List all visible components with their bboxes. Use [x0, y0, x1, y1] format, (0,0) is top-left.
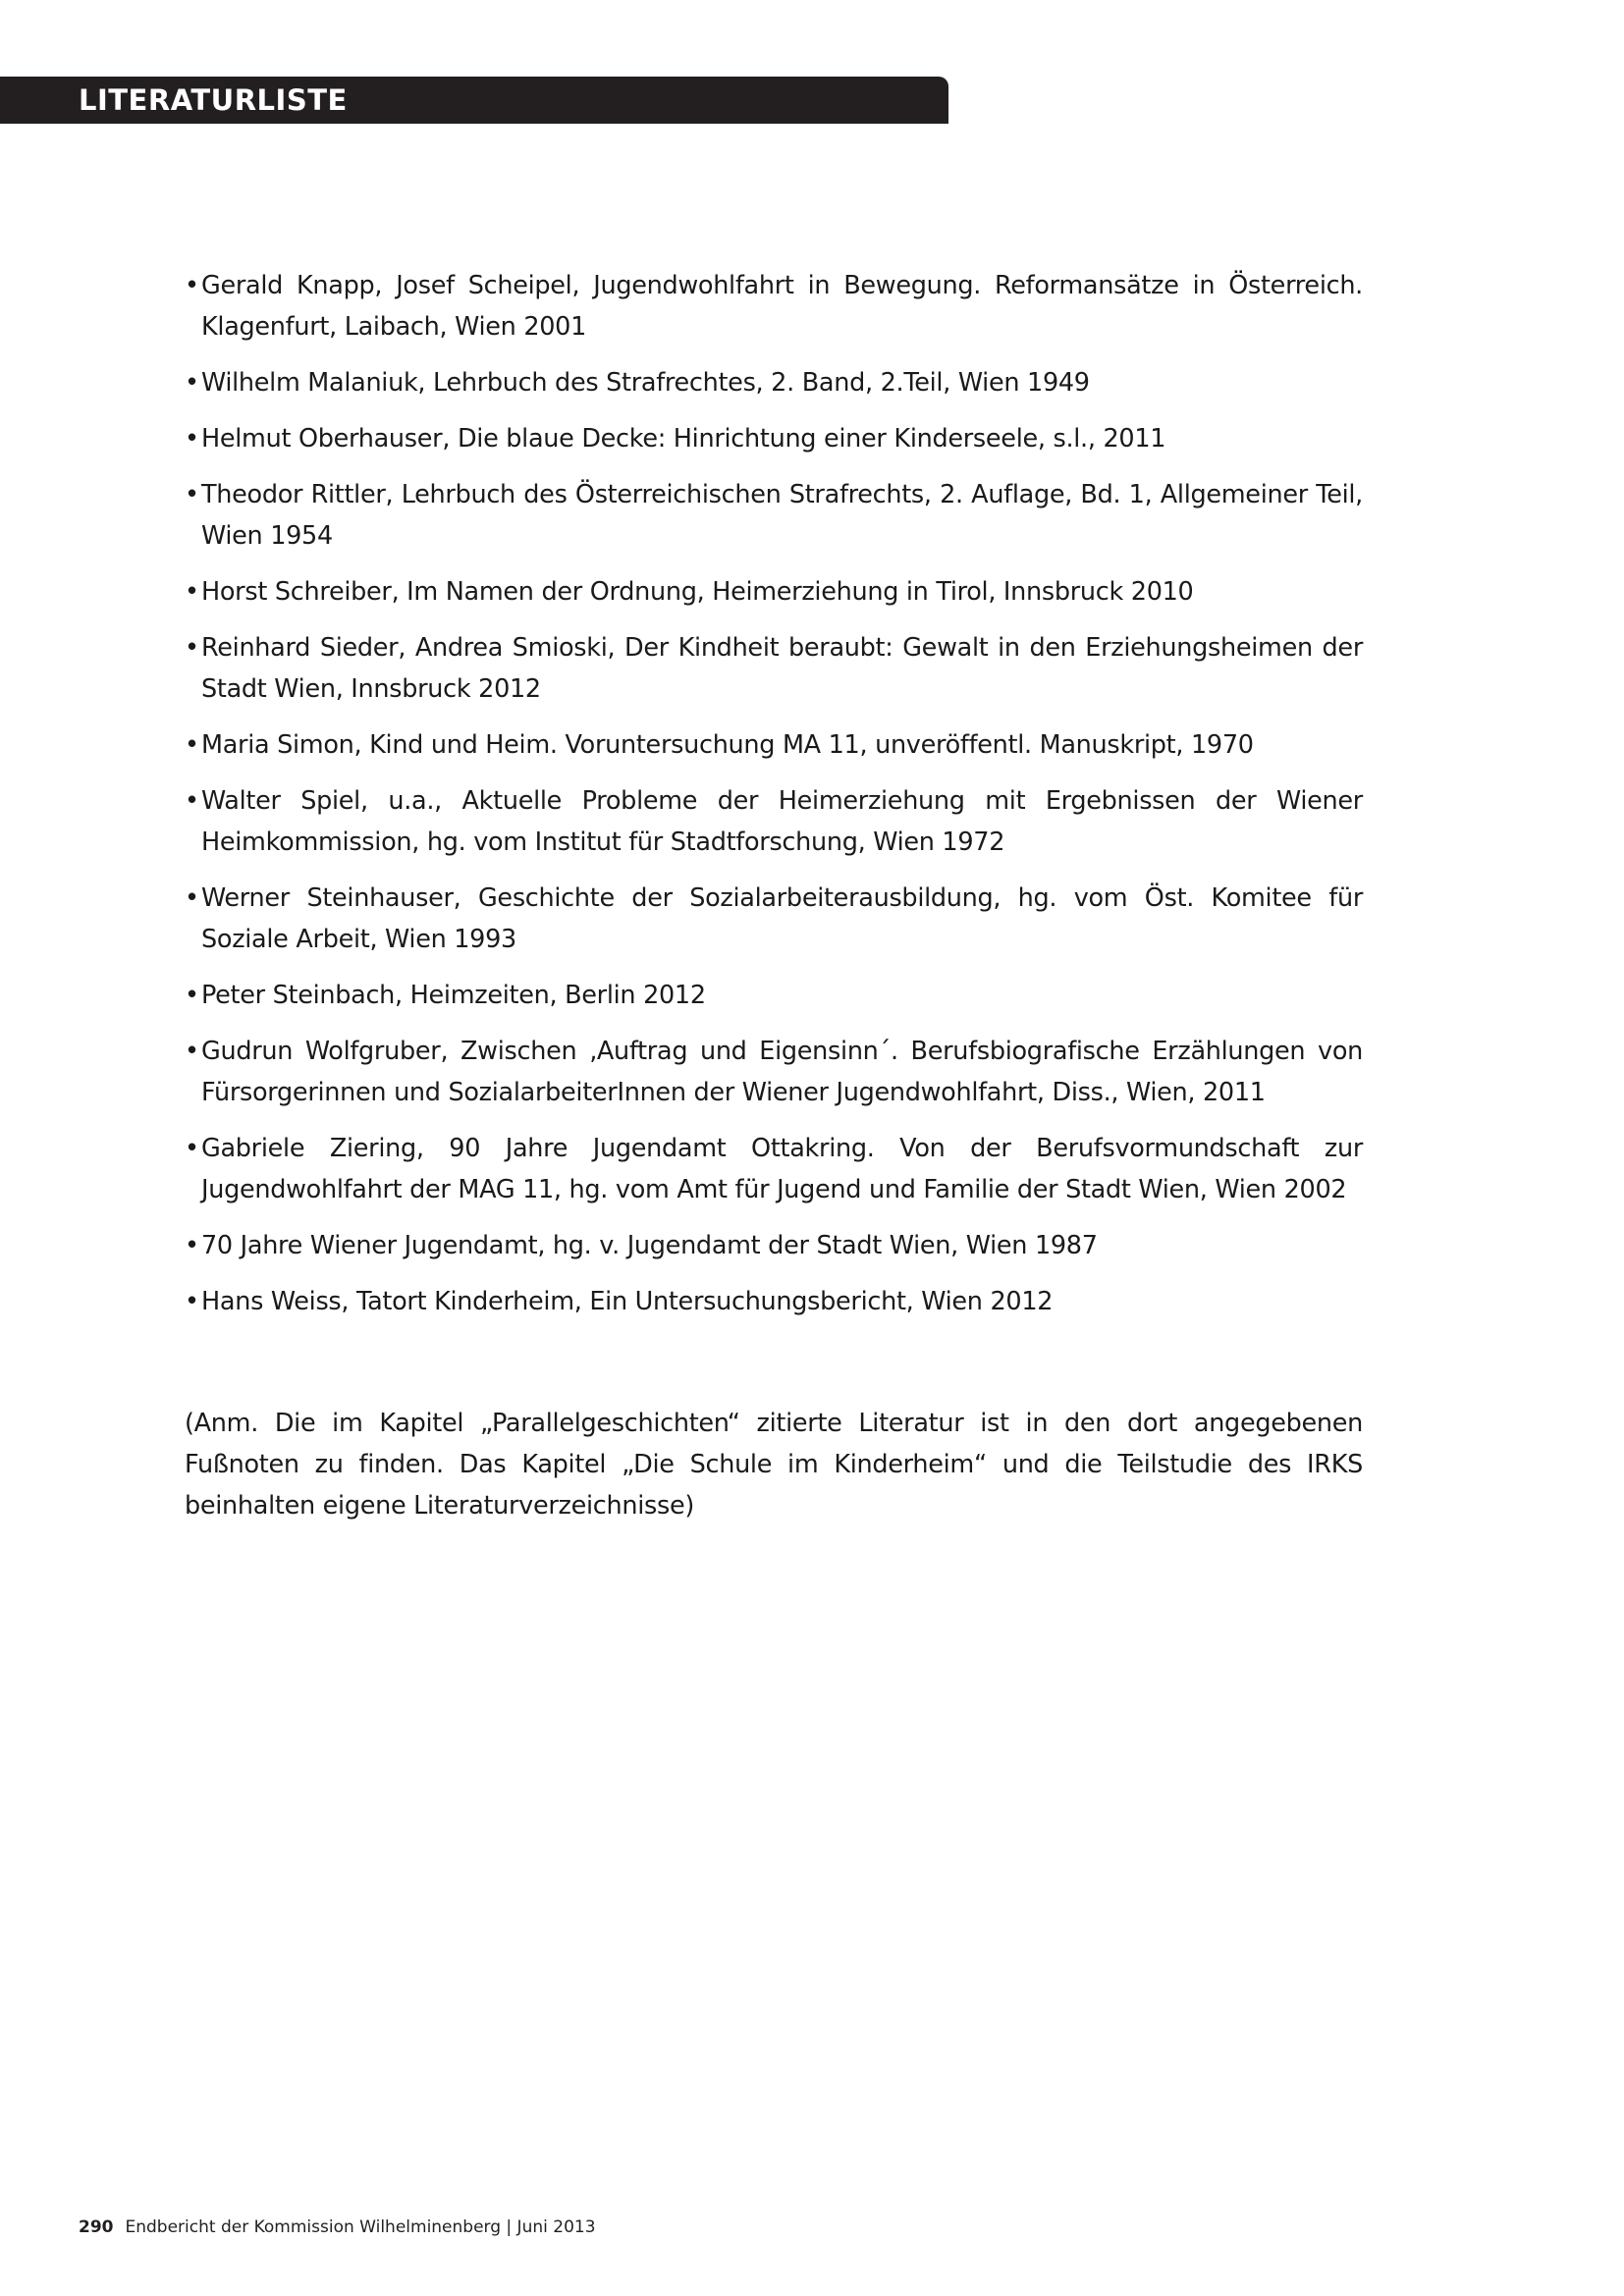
bullet-icon: • — [185, 271, 199, 300]
bullet-icon: • — [185, 786, 199, 816]
reference-item — [185, 474, 1363, 557]
reference-text: Gudrun Wolfgruber, Zwischen ‚Auftrag und Eigensinn´. Berufsbiografische Erzählungen von Fürsorgerinnen und SozialarbeiterInnen der Wiener Jugendwohlfahrt, Diss., Wien, 2011 — [201, 1037, 1363, 1107]
annotation-note: (Anm. Die im Kapitel „Parallelgeschichten“ zitierte Literatur ist in den dort angegebenen Fußnoten zu finden. Das Kapitel „Die Schule im Kinderheim“ und die Teilstudie des IRKS beinhalten eigene Literaturverzeichnisse) — [185, 1409, 1363, 1521]
bullet-icon: • — [185, 981, 199, 1010]
reference-text: Wilhelm Malaniuk, Lehrbuch des Strafrechtes, 2. Band, 2.Teil, Wien 1949 — [201, 368, 1090, 398]
reference-item — [185, 780, 1363, 863]
section-title: LITERATURLISTE — [79, 83, 348, 117]
reference-text: Helmut Oberhauser, Die blaue Decke: Hinrichtung einer Kinderseele, s.l., 2011 — [201, 424, 1166, 454]
bullet-icon: • — [185, 424, 199, 454]
reference-item — [185, 1031, 1363, 1113]
reference-item — [185, 627, 1363, 710]
reference-list — [185, 265, 1363, 1337]
reference-text: Horst Schreiber, Im Namen der Ordnung, Heimerziehung in Tirol, Innsbruck 2010 — [201, 577, 1194, 607]
reference-item — [185, 1281, 1363, 1322]
bullet-icon: • — [185, 1287, 199, 1316]
section-header-bar — [0, 77, 948, 124]
reference-item — [185, 362, 1363, 403]
footer-text: Endbericht der Kommission Wilhelminenberg | Juni 2013 — [125, 2217, 596, 2237]
reference-item — [185, 265, 1363, 347]
page-footer — [79, 2216, 596, 2239]
reference-text: Reinhard Sieder, Andrea Smioski, Der Kindheit beraubt: Gewalt in den Erziehungsheimen der Stadt Wien, Innsbruck 2012 — [201, 633, 1363, 704]
reference-item — [185, 878, 1363, 960]
bullet-icon: • — [185, 883, 199, 913]
reference-item — [185, 1128, 1363, 1210]
reference-text: Hans Weiss, Tatort Kinderheim, Ein Untersuchungsbericht, Wien 2012 — [201, 1287, 1054, 1316]
reference-text: Walter Spiel, u.a., Aktuelle Probleme der Heimerziehung mit Ergebnissen der Wiener Heimkommission, hg. vom Institut für Stadtforschung, Wien 1972 — [201, 786, 1363, 857]
reference-item — [185, 975, 1363, 1016]
page-number: 290 — [79, 2217, 114, 2237]
bullet-icon: • — [185, 1134, 199, 1163]
reference-text: 70 Jahre Wiener Jugendamt, hg. v. Jugendamt der Stadt Wien, Wien 1987 — [201, 1231, 1098, 1260]
reference-text: Gerald Knapp, Josef Scheipel, Jugendwohlfahrt in Bewegung. Reformansätze in Österreich. Klagenfurt, Laibach, Wien 2001 — [201, 271, 1363, 342]
bullet-icon: • — [185, 480, 199, 509]
reference-text: Werner Steinhauser, Geschichte der Sozialarbeiterausbildung, hg. vom Öst. Komitee für Soziale Arbeit, Wien 1993 — [201, 883, 1363, 954]
reference-text: Theodor Rittler, Lehrbuch des Österreichischen Strafrechts, 2. Auflage, Bd. 1, Allgemeiner Teil, Wien 1954 — [201, 480, 1363, 551]
bullet-icon: • — [185, 730, 199, 760]
bullet-icon: • — [185, 1231, 199, 1260]
reference-item — [185, 1225, 1363, 1266]
reference-text: Maria Simon, Kind und Heim. Voruntersuchung MA 11, unveröffentl. Manuskript, 1970 — [201, 730, 1254, 760]
bullet-icon: • — [185, 368, 199, 398]
reference-text: Peter Steinbach, Heimzeiten, Berlin 2012 — [201, 981, 706, 1010]
bullet-icon: • — [185, 633, 199, 663]
bullet-icon: • — [185, 577, 199, 607]
reference-item — [185, 571, 1363, 613]
reference-item — [185, 418, 1363, 459]
bullet-icon: • — [185, 1037, 199, 1066]
reference-item — [185, 724, 1363, 766]
reference-text: Gabriele Ziering, 90 Jahre Jugendamt Ottakring. Von der Berufsvormundschaft zur Jugendwohlfahrt der MAG 11, hg. vom Amt für Jugend und Familie der Stadt Wien, Wien 2002 — [201, 1134, 1363, 1204]
